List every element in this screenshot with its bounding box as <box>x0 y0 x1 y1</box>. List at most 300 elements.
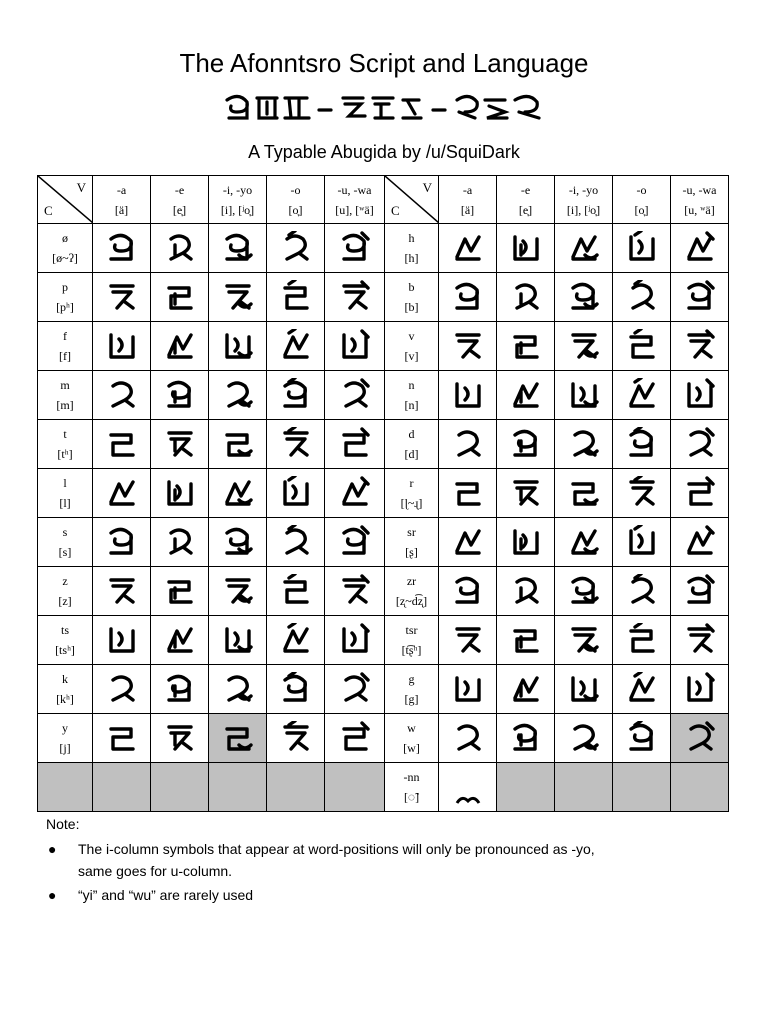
glyph-cell <box>93 567 151 616</box>
consonant-ipa: [z] <box>58 594 72 608</box>
notes-section <box>46 816 638 906</box>
glyph-cell <box>497 322 555 371</box>
glyph-cell <box>267 273 325 322</box>
consonant-cell <box>385 273 439 322</box>
script-glyph <box>221 721 255 755</box>
script-glyph <box>279 574 313 608</box>
glyph-cell <box>209 518 267 567</box>
script-glyph <box>163 280 197 314</box>
glyph-cell <box>267 714 325 763</box>
vowel-ipa: [o̞] <box>288 202 303 217</box>
script-glyph <box>509 623 543 657</box>
glyph-cell <box>555 420 613 469</box>
glyph-cell <box>439 469 497 518</box>
consonant-label: d <box>408 427 415 441</box>
glyph-cell <box>555 518 613 567</box>
glyph-cell <box>325 273 385 322</box>
script-glyph <box>625 476 659 510</box>
script-glyph <box>338 378 372 412</box>
consonant-ipa: [s] <box>58 545 72 559</box>
glyph-cell <box>439 665 497 714</box>
vowel-ipa: [i], [ʲo̞] <box>220 202 255 217</box>
empty-cell <box>613 763 671 812</box>
glyph-cell <box>325 224 385 273</box>
bullet-icon: ● <box>48 887 57 903</box>
glyph-cell <box>93 714 151 763</box>
glyph-cell <box>671 518 729 567</box>
nasal-mark-glyph <box>453 793 483 807</box>
glyph-cell <box>325 567 385 616</box>
glyph-cell <box>151 616 209 665</box>
glyph-cell <box>209 371 267 420</box>
vowel-header-cell <box>439 176 497 224</box>
vowel-label: -e <box>174 182 185 197</box>
script-glyph <box>105 476 139 510</box>
consonant-cell <box>385 714 439 763</box>
glyph-cell <box>267 518 325 567</box>
consonant-cell <box>38 665 93 714</box>
glyph-cell <box>555 616 613 665</box>
glyph-cell <box>613 714 671 763</box>
vowel-label: -o <box>290 182 301 197</box>
script-glyph <box>567 427 601 461</box>
native-script-title-image <box>0 90 768 129</box>
glyph-cell <box>151 420 209 469</box>
glyph-cell <box>555 714 613 763</box>
glyph-cell <box>267 322 325 371</box>
consonant-cell <box>385 518 439 567</box>
vowel-ipa: [o̞] <box>634 202 649 217</box>
consonant-label: y <box>62 721 68 735</box>
glyph-cell <box>267 616 325 665</box>
glyph-cell <box>325 714 385 763</box>
native-script-title-glyphs <box>219 90 549 124</box>
script-glyph <box>683 280 717 314</box>
script-glyph <box>625 721 659 755</box>
consonant-label: zr <box>406 574 417 588</box>
script-glyph <box>221 525 255 559</box>
consonant-ipa: [j] <box>59 741 71 755</box>
glyph-cell <box>439 616 497 665</box>
glyph-cell <box>555 273 613 322</box>
consonant-label: l <box>63 476 67 490</box>
script-glyph <box>683 329 717 363</box>
vowel-label: -i, -yo <box>568 182 599 197</box>
vowel-header-cell <box>497 176 555 224</box>
script-glyph <box>163 378 197 412</box>
script-glyph <box>509 329 543 363</box>
script-glyph <box>221 623 255 657</box>
table-row <box>38 665 729 714</box>
script-glyph <box>279 672 313 706</box>
glyph-cell <box>613 273 671 322</box>
script-glyph <box>451 329 485 363</box>
note-item-1 <box>46 838 638 882</box>
script-glyph <box>105 329 139 363</box>
page-subtitle: A Typable Abugida by /u/SquiDark <box>248 142 520 162</box>
script-glyph <box>221 672 255 706</box>
script-glyph <box>163 721 197 755</box>
script-glyph <box>279 476 313 510</box>
script-glyph <box>451 672 485 706</box>
glyph-cell <box>671 371 729 420</box>
script-glyph <box>683 623 717 657</box>
vowel-label: -u, -wa <box>682 182 717 197</box>
final-nasal-row <box>38 763 729 812</box>
glyph-cell <box>613 224 671 273</box>
consonant-ipa: [v] <box>404 349 419 363</box>
note-text-continued: same goes for u-column. <box>78 863 233 879</box>
script-glyph <box>279 623 313 657</box>
consonant-label: m <box>60 378 70 392</box>
glyph-cell <box>209 420 267 469</box>
glyph-cell <box>497 665 555 714</box>
script-glyph <box>451 280 485 314</box>
script-glyph <box>625 231 659 265</box>
page-title: The Afonntsro Script and Language <box>179 48 589 78</box>
glyph-cell <box>325 420 385 469</box>
script-glyph <box>567 329 601 363</box>
script-glyph <box>567 476 601 510</box>
note-text: “yi” and “wu” are rarely used <box>78 887 254 903</box>
script-glyph <box>105 525 139 559</box>
script-glyph <box>163 427 197 461</box>
script-glyph <box>509 280 543 314</box>
glyph-cell <box>267 567 325 616</box>
consonant-ipa: [m] <box>56 398 74 412</box>
script-glyph <box>451 525 485 559</box>
glyph-cell <box>671 469 729 518</box>
glyph-cell <box>209 714 267 763</box>
vowel-ipa: [e̞] <box>172 202 187 217</box>
vowel-ipa: [u, ʷä] <box>684 202 715 217</box>
consonant-label: p <box>62 280 68 294</box>
script-glyph <box>567 280 601 314</box>
glyph-cell <box>151 273 209 322</box>
script-glyph <box>567 231 601 265</box>
script-glyph <box>625 672 659 706</box>
consonant-cell <box>38 616 93 665</box>
script-glyph <box>567 378 601 412</box>
glyph-cell <box>325 616 385 665</box>
empty-cell <box>209 763 267 812</box>
nasal-consonant-cell <box>385 763 439 812</box>
consonant-cell <box>385 420 439 469</box>
consonant-cell <box>385 567 439 616</box>
script-glyph <box>163 525 197 559</box>
script-glyph <box>625 623 659 657</box>
vowel-label: -e <box>520 182 531 197</box>
consonant-ipa: [n] <box>404 398 419 412</box>
script-glyph <box>625 427 659 461</box>
table-row <box>38 224 729 273</box>
table-row <box>38 371 729 420</box>
glyph-cell <box>555 371 613 420</box>
consonant-ipa: [pʰ] <box>56 300 74 314</box>
consonant-cell <box>38 469 93 518</box>
glyph-cell <box>439 224 497 273</box>
glyph-cell <box>93 322 151 371</box>
consonant-label: r <box>409 476 414 490</box>
glyph-cell <box>325 469 385 518</box>
script-glyph <box>221 378 255 412</box>
table-row <box>38 567 729 616</box>
empty-cell <box>671 763 729 812</box>
empty-cell <box>151 763 209 812</box>
glyph-cell <box>671 224 729 273</box>
consonant-label: f <box>63 329 67 343</box>
consonant-ipa: [kʰ] <box>56 692 74 706</box>
glyph-cell <box>93 665 151 714</box>
glyph-cell <box>209 665 267 714</box>
script-glyph <box>338 427 372 461</box>
glyph-cell <box>209 322 267 371</box>
script-glyph <box>509 231 543 265</box>
glyph-cell <box>151 665 209 714</box>
empty-cell <box>555 763 613 812</box>
script-glyph <box>338 329 372 363</box>
vowel-header-cell <box>151 176 209 224</box>
consonant-label: w <box>407 721 416 735</box>
consonant-ipa: [ɭ~ɻ] <box>400 496 423 510</box>
glyph-cell <box>555 224 613 273</box>
consonant-label: ts <box>60 623 69 637</box>
glyph-cell <box>613 518 671 567</box>
glyph-cell <box>439 420 497 469</box>
bullet-icon: ● <box>48 841 57 857</box>
glyph-cell <box>497 371 555 420</box>
note-item-2 <box>46 884 638 906</box>
glyph-cell <box>151 322 209 371</box>
consonant-cell <box>38 420 93 469</box>
script-glyph <box>683 231 717 265</box>
empty-cell <box>93 763 151 812</box>
vowel-axis-label: V <box>76 180 86 195</box>
glyph-cell <box>209 469 267 518</box>
table-row <box>38 322 729 371</box>
glyph-cell <box>497 420 555 469</box>
glyph-cell <box>497 518 555 567</box>
glyph-cell <box>671 665 729 714</box>
glyph-cell <box>671 322 729 371</box>
glyph-cell <box>267 224 325 273</box>
glyph-cell <box>671 420 729 469</box>
abugida-table <box>37 175 729 812</box>
script-glyph <box>509 378 543 412</box>
script-glyph <box>683 378 717 412</box>
script-glyph <box>625 574 659 608</box>
script-glyph <box>567 672 601 706</box>
consonant-axis-label: C <box>391 203 400 218</box>
consonant-ipa: [ʂ] <box>405 545 418 559</box>
script-glyph <box>163 672 197 706</box>
glyph-cell <box>93 371 151 420</box>
note-text: The i-column symbols that appear at word-positions will only be pronounced as -yo, <box>78 841 595 857</box>
consonant-cell <box>385 665 439 714</box>
glyph-cell <box>93 469 151 518</box>
vowel-label: -o <box>636 182 647 197</box>
vowel-header-cell <box>325 176 385 224</box>
header-row <box>38 176 729 224</box>
script-glyph <box>163 329 197 363</box>
glyph-cell <box>613 469 671 518</box>
consonant-ipa: [d] <box>404 447 419 461</box>
vowel-header-cell <box>93 176 151 224</box>
glyph-cell <box>671 714 729 763</box>
glyph-cell <box>151 714 209 763</box>
glyph-cell <box>267 469 325 518</box>
script-glyph <box>105 574 139 608</box>
script-glyph <box>683 476 717 510</box>
glyph-cell <box>613 665 671 714</box>
script-glyph <box>567 623 601 657</box>
script-glyph <box>338 476 372 510</box>
glyph-cell <box>151 371 209 420</box>
script-glyph <box>105 231 139 265</box>
vowel-header-cell <box>613 176 671 224</box>
consonant-cell <box>38 224 93 273</box>
vowel-header-cell <box>209 176 267 224</box>
glyph-cell <box>439 273 497 322</box>
script-glyph <box>683 525 717 559</box>
script-glyph <box>567 721 601 755</box>
glyph-cell <box>497 224 555 273</box>
script-glyph <box>338 574 372 608</box>
script-glyph <box>451 231 485 265</box>
consonant-ipa: [l] <box>59 496 71 510</box>
consonant-cell <box>385 616 439 665</box>
consonant-cell <box>385 224 439 273</box>
consonant-label: g <box>408 672 415 686</box>
consonant-cell <box>38 518 93 567</box>
corner-cell <box>38 176 93 224</box>
script-glyph <box>221 329 255 363</box>
script-glyph <box>163 231 197 265</box>
consonant-cell <box>38 567 93 616</box>
script-glyph <box>338 672 372 706</box>
vowel-label: -i, -yo <box>222 182 253 197</box>
script-glyph <box>509 672 543 706</box>
glyph-cell <box>555 469 613 518</box>
script-glyph <box>338 721 372 755</box>
glyph-cell <box>497 567 555 616</box>
vowel-axis-label: V <box>422 180 432 195</box>
glyph-cell <box>209 616 267 665</box>
vowel-header-cell <box>555 176 613 224</box>
consonant-label: k <box>62 672 68 686</box>
script-glyph <box>221 280 255 314</box>
consonant-label: s <box>62 525 68 539</box>
script-glyph <box>163 574 197 608</box>
script-glyph <box>509 476 543 510</box>
consonant-cell <box>385 371 439 420</box>
table-row <box>38 616 729 665</box>
script-glyph <box>105 672 139 706</box>
script-glyph <box>105 280 139 314</box>
empty-cell <box>497 763 555 812</box>
glyph-cell <box>497 273 555 322</box>
script-glyph <box>338 280 372 314</box>
consonant-cell <box>385 469 439 518</box>
glyph-cell <box>325 518 385 567</box>
vowel-ipa: [e̞] <box>518 202 533 217</box>
script-glyph <box>279 427 313 461</box>
script-glyph <box>279 378 313 412</box>
script-glyph <box>509 427 543 461</box>
nasal-glyph-cell <box>439 763 497 812</box>
glyph-cell <box>209 273 267 322</box>
glyph-cell <box>497 714 555 763</box>
glyph-cell <box>613 616 671 665</box>
vowel-ipa: [ä] <box>114 202 129 217</box>
glyph-cell <box>209 567 267 616</box>
glyph-cell <box>267 665 325 714</box>
table-row <box>38 420 729 469</box>
consonant-ipa: [g] <box>404 692 419 706</box>
script-glyph <box>567 525 601 559</box>
glyph-cell <box>93 420 151 469</box>
glyph-cell <box>439 567 497 616</box>
script-glyph <box>451 378 485 412</box>
consonant-label: z <box>62 574 68 588</box>
table-row <box>38 469 729 518</box>
glyph-cell <box>325 371 385 420</box>
vowel-label: -u, -wa <box>337 182 372 197</box>
glyph-cell <box>151 224 209 273</box>
table-row <box>38 714 729 763</box>
script-glyph <box>509 574 543 608</box>
glyph-cell <box>439 322 497 371</box>
glyph-cell <box>151 518 209 567</box>
script-glyph <box>625 525 659 559</box>
glyph-cell <box>497 469 555 518</box>
empty-cell <box>38 763 93 812</box>
vowel-label: -a <box>462 182 473 197</box>
vowel-ipa: [ä] <box>460 202 475 217</box>
glyph-cell <box>209 224 267 273</box>
glyph-cell <box>93 616 151 665</box>
consonant-ipa: [ø~ʔ] <box>52 251 78 265</box>
glyph-cell <box>325 665 385 714</box>
script-glyph <box>163 476 197 510</box>
glyph-cell <box>555 567 613 616</box>
consonant-cell <box>38 714 93 763</box>
glyph-cell <box>439 714 497 763</box>
consonant-label: n <box>408 378 415 392</box>
empty-cell <box>267 763 325 812</box>
empty-cell <box>325 763 385 812</box>
consonant-ipa: [tʰ] <box>57 447 73 461</box>
nasal-ipa: [◌̃] <box>403 790 420 804</box>
consonant-cell <box>385 322 439 371</box>
script-glyph <box>221 476 255 510</box>
glyph-cell <box>555 665 613 714</box>
script-glyph <box>279 721 313 755</box>
script-glyph <box>509 721 543 755</box>
consonant-cell <box>38 371 93 420</box>
consonant-ipa: [tsʰ] <box>55 643 75 657</box>
consonant-ipa: [b] <box>404 300 419 314</box>
script-glyph <box>451 476 485 510</box>
script-glyph <box>451 427 485 461</box>
vowel-header-cell <box>267 176 325 224</box>
script-glyph <box>683 574 717 608</box>
consonant-label: v <box>408 329 415 343</box>
script-glyph <box>221 427 255 461</box>
glyph-cell <box>613 371 671 420</box>
glyph-cell <box>325 322 385 371</box>
consonant-ipa: [f] <box>59 349 71 363</box>
